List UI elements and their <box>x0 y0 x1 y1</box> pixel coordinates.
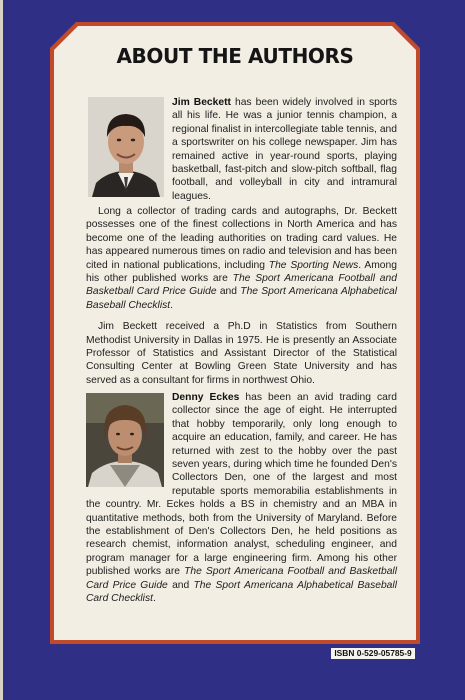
author1-bio-p2-and: and <box>216 286 241 298</box>
author1-bio-p2-mid: . Among his other published works are <box>86 259 397 285</box>
author2-bio-and: and <box>167 579 194 591</box>
isbn-label: ISBN 0-529-05785-9 <box>331 648 415 659</box>
author1-bio-p2-end: . <box>170 299 174 311</box>
photo-wrap-spacer <box>86 96 172 200</box>
author2-pub-price-guide: The Sport Americana Football and Basketball Card Price Guide <box>86 566 397 591</box>
author1-pub-sporting-news: The Sporting News <box>268 259 359 271</box>
author1-bio-intro <box>86 96 397 203</box>
author1-bio-continued <box>86 205 397 387</box>
author1-name: Jim Beckett <box>172 97 231 108</box>
author1-pub-price-guide: The Sport Americana Football and Basketball Card Price Guide <box>86 273 397 298</box>
author1-pub-checklist: The Sport Americana Alphabetical Baseball Checklist <box>86 286 397 311</box>
author1-bio-p3: Jim Beckett received a Ph.D in Statistics from Southern Methodist University in Dallas in 1975. He is presently an Associate Professor of Statistics and Assistant Director of the Statistical Consulting Center at Bowling Green State University and has served as a consultant for firms in northwest Ohio. <box>86 321 397 386</box>
page-title: ABOUT THE AUTHORS <box>116 44 354 68</box>
author2-bio-p1: has been an avid trading card collector since the age of eight. He interrupted that hobby temporarily, only long enough to acquire an education, family, and career. He has returned with zest to the hobby over the past seven years, during which time he founded Den's Collectors Den, one of the largest and most reputable sports memorabilia establishments in the country. Mr. Eckes holds a BS in chemistry and an MBA in quantitative methods, both from the University of Maryland. Before the establishment of Den's Collectors Den, he held positions as research chemist, information analyst, scheduling engineer, and program manager for a large engineering firm. Among his other published works are <box>86 392 398 578</box>
author2-name: Denny Eckes <box>172 392 240 403</box>
author1-bio-p1: has been widely involved in sports all his life. He was a junior tennis champion, a regional finalist in intercollegiate table tennis, and a sportswriter on his college newspaper. Jim has remained active in year-round sports, playing basketball, fast-pitch and slow-pitch softball, flag football, and volleyball in city and intramural leagues. <box>172 97 397 202</box>
author2-pub-checklist: The Sport Americana Alphabetical Baseball Card Checklist <box>86 579 397 605</box>
author1-bio-p2-pre: Long a collector of trading cards and autographs, Dr. Beckett possesses one of the finest collections in North America and has become one of the leading authorities on trading card values. He has appeared numerous times on radio and television and has been cited in national publications, including <box>86 206 397 271</box>
author2-bio-intro <box>86 391 397 606</box>
photo-wrap-spacer <box>86 391 172 491</box>
author2-bio-end: . <box>152 593 156 605</box>
